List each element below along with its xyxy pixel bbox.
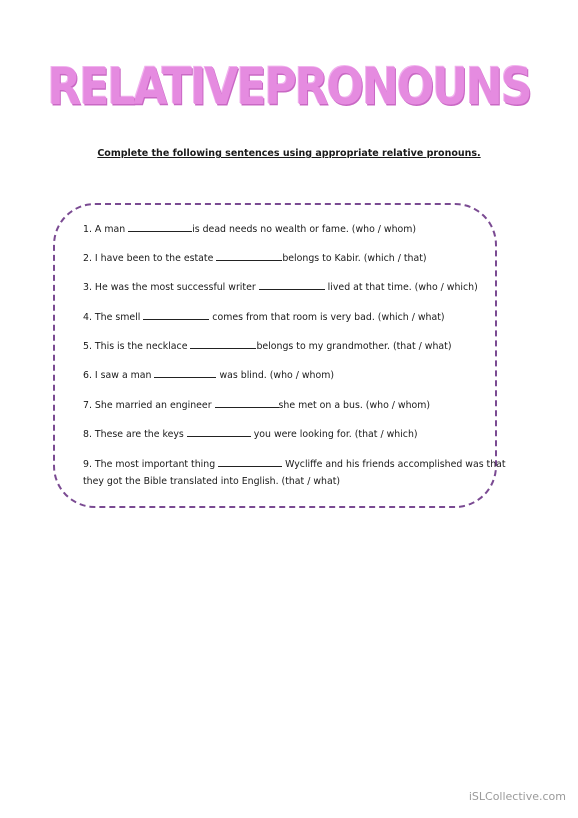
sentence-5: 5. This is the necklace belongs to my grandmother. (that / what)	[83, 341, 452, 352]
site-watermark[interactable]: iSLCollective.com	[468, 790, 566, 803]
answer-blank-3[interactable]	[259, 280, 325, 290]
sentence-3: 3. He was the most successful writer lived at that time. (who / which)	[83, 282, 478, 293]
worksheet-title: RELATIVEPRONOUNS	[47, 58, 531, 117]
instruction-text: Complete the following sentences using appropriate relative pronouns.	[97, 148, 481, 159]
sentence-8: 8. These are the keys you were looking for. (that / which)	[83, 429, 418, 440]
sentence-1: 1. A man is dead needs no wealth or fame. (who / whom)	[83, 224, 417, 235]
sentence-6: 6. I saw a man was blind. (who / whom)	[83, 370, 335, 381]
sentence-7: 7. She married an engineer she met on a bus. (who / whom)	[83, 400, 431, 411]
sentence-9: 9. The most important thing Wycliffe and his friends accomplished was that	[83, 459, 506, 470]
sentence-9-continuation: they got the Bible translated into English. (that / what)	[83, 476, 341, 487]
sentence-4: 4. The smell comes from that room is very bad. (which / what)	[83, 312, 445, 323]
answer-blank-5[interactable]	[190, 339, 256, 349]
answer-blank-7[interactable]	[215, 398, 279, 408]
sentence-2: 2. I have been to the estate belongs to Kabir. (which / that)	[83, 253, 427, 264]
answer-blank-1[interactable]	[128, 222, 192, 232]
answer-blank-2[interactable]	[216, 251, 282, 261]
answer-blank-9[interactable]	[218, 457, 282, 467]
answer-blank-8[interactable]	[187, 427, 251, 437]
answer-blank-6[interactable]	[154, 368, 216, 378]
answer-blank-4[interactable]	[143, 310, 209, 320]
